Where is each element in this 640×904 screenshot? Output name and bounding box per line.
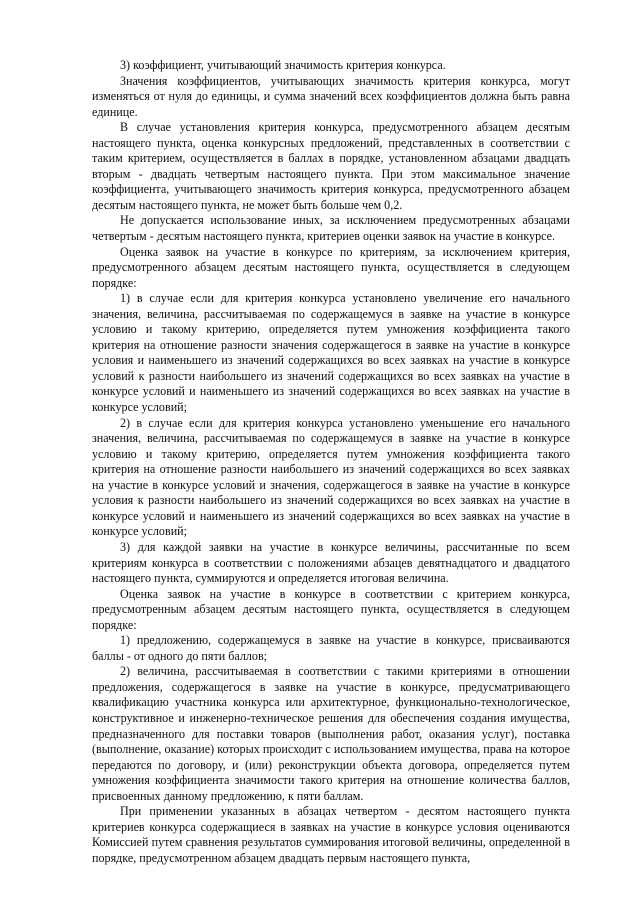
paragraph-other-criteria-forbidden: Не допускается использование иных, за исключением предусмотренных абзацами четвертым - десятым настоящего пункта, критериев оценки заявок на участие в конкурсе. [92, 213, 570, 244]
paragraph-evaluation-order: Оценка заявок на участие в конкурсе по критериям, за исключением критерия, предусмотренного абзацем десятым настоящего пункта, осуществляется в следующем порядке: [92, 244, 570, 290]
paragraph-points-assignment: 1) предложению, содержащемуся в заявке на участие в конкурсе, присваиваются баллы - от одного до пяти баллов; [92, 633, 570, 663]
paragraph-tenth-criterion-evaluation: Оценка заявок на участие в конкурсе в соответствии с критерием конкурса, предусмотренным абзацем десятым настоящего пункта, осуществляется в следующем порядке: [92, 586, 570, 632]
document-page [92, 58, 570, 866]
paragraph-commission-comparison: При применении указанных в абзацах четвертом - десятом настоящего пункта критериев конкурса содержащиеся в заявках на участие в конкурсе условия оцениваются Комиссией путем сравнения результатов суммирования итоговой величины, определенной в порядке, предусмотренном абзацем двадцать первым настоящего пункта, [92, 804, 570, 865]
paragraph-increase-rule: 1) в случае если для критерия конкурса установлено увеличение его начального значения, величина, рассчитываемая по содержащемуся в заявке на участие в конкурсе условию и такому критерию, определяется путем умножения коэффициента такого критерия на отношение разности значения содержащегося в заявке на участие в конкурсе условия и наименьшего из значений содержащихся во всех заявках на участие в конкурсе условий к разности наибольшего из значений содержащихся во всех заявках на участие в конкурсе условий и наименьшего из значений содержащихся во всех заявках на участие в конкурсе условий; [92, 291, 570, 415]
paragraph-decrease-rule: 2) в случае если для критерия конкурса установлено уменьшение его начального значения, величина, рассчитываемая по содержащемуся в заявке на участие в конкурсе условию и такому критерию, определяется путем умножения коэффициента такого критерия на отношение разности наибольшего из значений содержащихся во всех заявках на участие в конкурсе условий и значения, содержащегося в заявке на участие в конкурсе условия к разности наибольшего из значений содержащихся во всех заявках на участие в конкурсе условий и наименьшего из значений содержащихся во всех заявках на участие в конкурсе условий; [92, 415, 570, 539]
paragraph-coefficient-range: Значения коэффициентов, учитывающих значимость критерия конкурса, могут изменяться от нуля до единицы, и сумма значений всех коэффициентов должна быть равна единице. [92, 73, 570, 119]
paragraph-coefficient-item-3: 3) коэффициент, учитывающий значимость критерия конкурса. [120, 58, 446, 72]
paragraph-weighted-value: 2) величина, рассчитываемая в соответствии с такими критериями в отношении предложения, содержащегося в заявке на участие в конкурсе, предусматривающего квалификацию участника конкурса или архитектурное, функционально-технологическое, конструктивное и инженерно-техническое решения для обеспечения создания имущества, предназначенного для поставки товаров (выполнения работ, оказания услуг), поставка (выполнение, оказание) которых происходит с использованием имущества, права на которое передаются по договору, и (или) реконструкции объекта договора, определяется путем умножения коэффициента значимости такого критерия на отношение количества баллов, присвоенных данному предложению, к пяти баллам. [92, 664, 570, 803]
paragraph-tenth-criterion: В случае установления критерия конкурса, предусмотренного абзацем десятым настоящего пункта, оценка конкурсных предложений, представленных в соответствии с таким критерием, осуществляется в баллах в порядке, установленном абзацами двадцать вторым - двадцать четвертым настоящего пункта. При этом максимальное значение коэффициента, учитывающего значимость критерия конкурса, предусмотренного абзацем десятым настоящего пункта, не может быть больше чем 0,2. [92, 120, 570, 212]
paragraph-summation-rule: 3) для каждой заявки на участие в конкурсе величины, рассчитанные по всем критериям конкурса в соответствии с положениями абзацев девятнадцатого и двадцатого настоящего пункта, суммируются и определяется итоговая величина. [92, 539, 570, 586]
